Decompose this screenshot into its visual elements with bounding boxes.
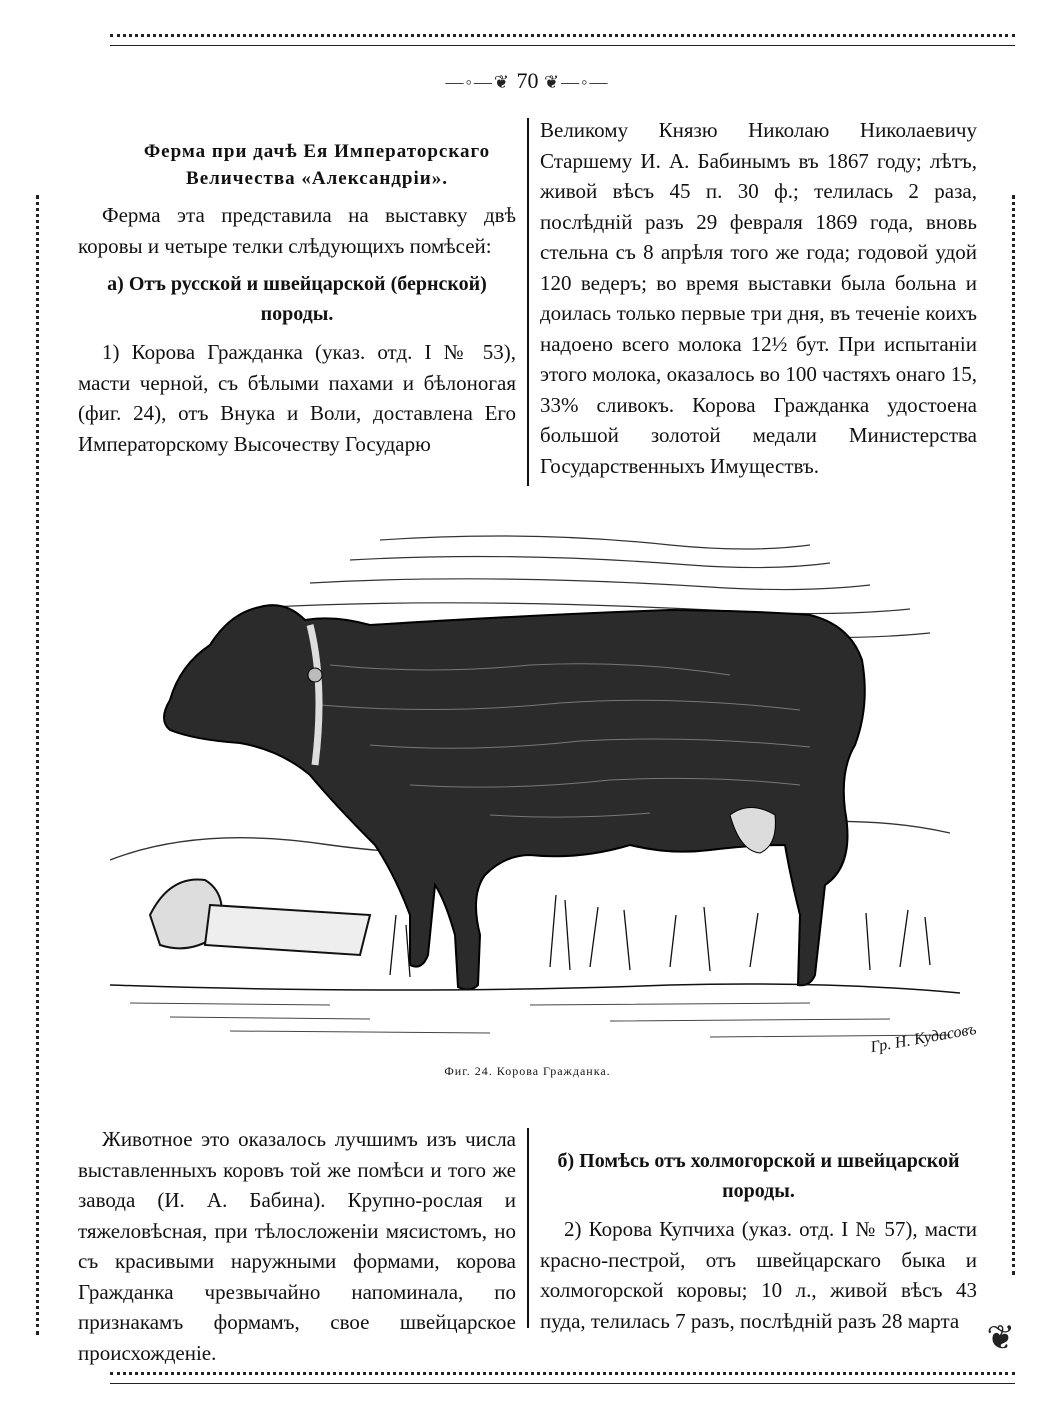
left-column [78,138,516,459]
continuation-paragraph: Великому Князю Николаю Николаевичу Старшему И. А. Бабинымъ въ 1867 году; лѣтъ, живой вѣсъ 45 п. 30 ф.; телилась 2 раза, послѣдній разъ 29 февраля 1869 года, вновь стельна съ 8 апрѣля того же года; годовой удой 120 ведеръ; во время выставки была больна и доилась только первые три дня, въ теченіе коихъ надоено всего молока 12½ бут. При испытаніи этого молока, оказалось во 100 частяхъ онаго 15, 33% сливокъ. Корова Гражданка удостоена большой золотой медали Министерства Государственныхъ Имуществъ. [540,118,977,478]
bottom-left-column [78,1124,516,1368]
engraver-signature: Гр. Н. Кудасовъ [869,1020,978,1057]
ornament-left-icon: —◦—❦ [445,72,511,92]
right-border [1012,195,1021,1275]
cow-1-paragraph: 1) Корова Гражданка (указ. отд. I № 53), масти черной, съ бѣлыми пахами и бѣлоногая (фиг. 24), отъ Внука и Воли, доставлена Его Императорскому Высочеству Государю [78,340,516,456]
bottom-right-column [540,1146,977,1336]
page-number: —◦—❦ 70 ❦—◦— [445,68,610,93]
ornament-right-icon: ❦—◦— [544,72,610,92]
ground-hatching [130,1003,950,1037]
section-a-heading: а) Отъ русской и швейцарской (бернской) породы. [107,273,487,325]
bottom-border [110,1372,1015,1384]
log [205,905,370,955]
section-b-heading: б) Помѣсь отъ холмогорской и швейцарской породы. [557,1150,960,1202]
intro-paragraph: Ферма эта представила на выставку двѣ коровы и четыре телки слѣдующихъ помѣсей: [78,203,516,258]
corner-flourish-icon: ❦ [986,1320,1015,1357]
collar-bell [308,668,322,682]
assessment-paragraph: Животное это оказалось лучшимъ изъ числа выставленныхъ коровъ той же помѣси и того же завода (И. А. Бабина). Крупно-рослая и тяжеловѣсная, при тѣлосложеніи мясистомъ, но съ красивыми наружными формами, корова Гражданка чрезвычайно напоминала, по признакамъ формамъ, свое швейцарское происхожденіе. [78,1127,516,1365]
figure-caption: Фиг. 24. Корова Гражданка. [444,1064,611,1078]
column-rule-top [527,118,529,486]
ground [110,984,960,993]
cow-2-paragraph: 2) Корова Купчиха (указ. отд. I № 57), масти красно-пестрой, отъ швейцарскаго быка и холмогорской коровы; 10 л., живой вѣсъ 43 пуда, телилась 7 разъ, послѣдній разъ 28 марта [540,1217,977,1333]
top-border [110,34,1015,46]
right-column [540,115,977,481]
column-rule-bottom [527,1128,529,1328]
left-border [36,195,45,1335]
farm-heading: Ферма при дачѣ Ея Императорскаго Величества «Александріи». [143,141,491,189]
cow-engraving [110,515,960,1060]
